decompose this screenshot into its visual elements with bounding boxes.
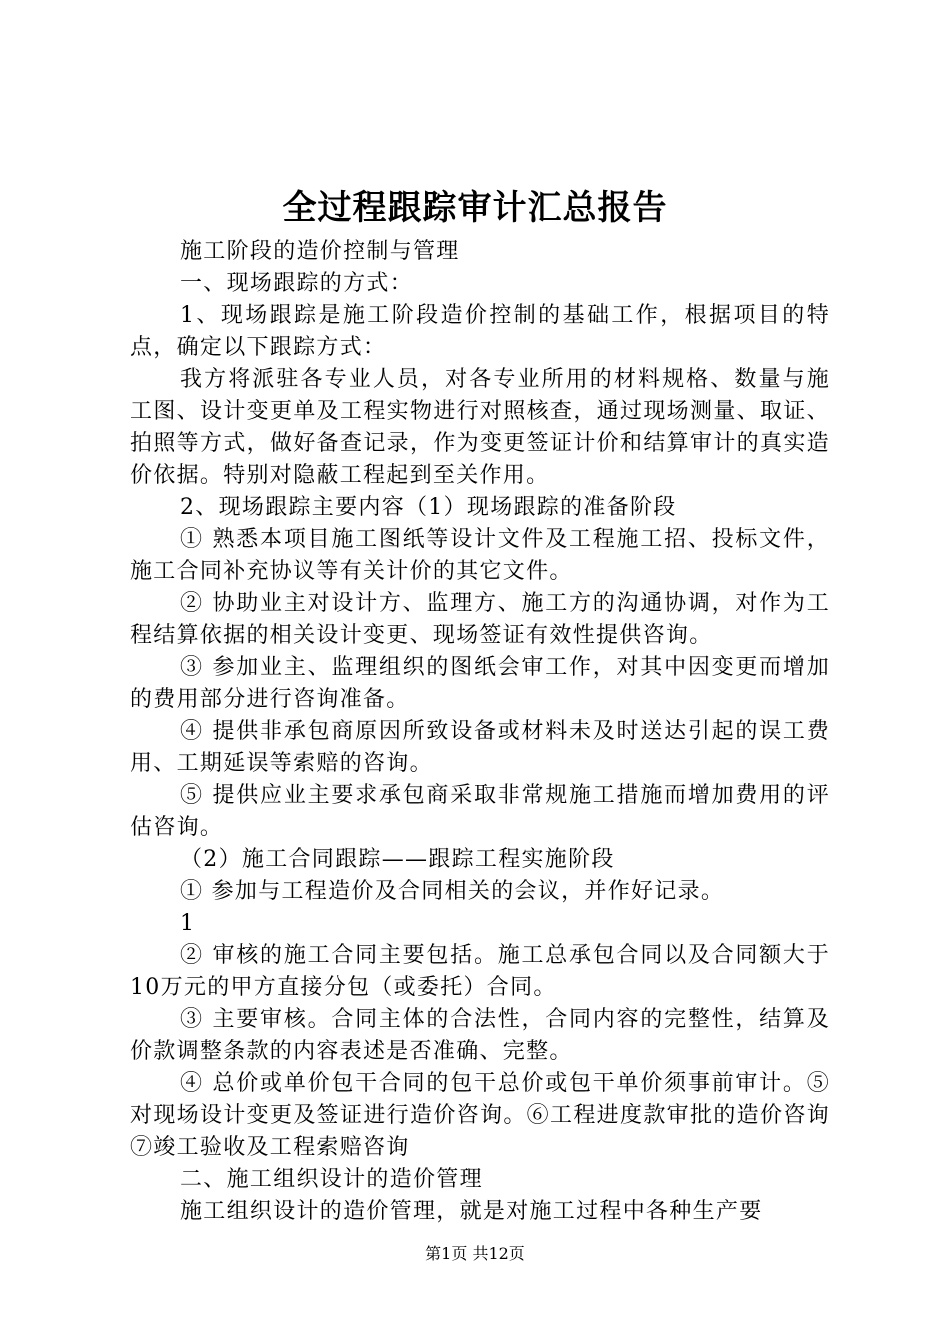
paragraph-stray-number: 1 [180, 911, 196, 936]
paragraph-item-1: 1、现场跟踪是施工阶段造价控制的基础工作，根据项目的特点，确定以下跟踪方式： [130, 303, 830, 360]
paragraph-heading-1: 一、现场跟踪的方式： [180, 271, 414, 296]
list-item: ① 熟悉本项目施工图纸等设计文件及工程施工招、投标文件，施工合同补充协议等有关计价的其它文件。 [130, 527, 830, 584]
list-item: ④ 提供非承包商原因所致设备或材料未及时送达引起的误工费用、工期延误等索赔的咨询。 [130, 719, 830, 776]
document-title: 全过程跟踪审计汇总报告 [282, 188, 668, 228]
paragraph-text: 我方将派驻各专业人员，对各专业所用的材料规格、数量与施工图、设计变更单及工程实物进行对照核查，通过现场测量、取证、拍照等方式，做好备查记录，作为变更签证计价和结算审计的真实造价依据。特别对隐蔽工程起到至关作用。 [130, 367, 830, 488]
paragraph-section-heading: 施工阶段的造价控制与管理 [180, 239, 460, 264]
list-item: ② 审核的施工合同主要包括。施工总承包合同以及合同额大于10万元的甲方直接分包（或委托）合同。 [130, 943, 830, 1000]
paragraph-text: 施工组织设计的造价管理，就是对施工过程中各种生产要 [180, 1199, 763, 1224]
list-item: ② 协助业主对设计方、监理方、施工方的沟通协调，对作为工程结算依据的相关设计变更、现场签证有效性提供咨询。 [130, 591, 830, 648]
paragraph-item-2: 2、现场跟踪主要内容（1）现场跟踪的准备阶段 [180, 495, 677, 520]
paragraph-heading-2: 二、施工组织设计的造价管理 [180, 1167, 483, 1192]
page-footer: 第1页 共12页 [425, 1244, 525, 1263]
list-item: ④ 总价或单价包干合同的包干总价或包干单价须事前审计。⑤对现场设计变更及签证进行造价咨询。⑥工程进度款审批的造价咨询⑦竣工验收及工程索赔咨询 [130, 1071, 830, 1160]
list-item: ③ 主要审核。合同主体的合法性，合同内容的完整性，结算及价款调整条款的内容表述是否准确、完整。 [130, 1007, 830, 1064]
list-item: ⑤ 提供应业主要求承包商采取非常规施工措施而增加费用的评估咨询。 [130, 783, 830, 840]
list-item: ③ 参加业主、监理组织的图纸会审工作，对其中因变更而增加的费用部分进行咨询准备。 [130, 655, 830, 712]
paragraph-subheading: （2）施工合同跟踪——跟踪工程实施阶段 [180, 847, 615, 872]
document-body [130, 236, 830, 1228]
list-item: ① 参加与工程造价及合同相关的会议，并作好记录。 [180, 879, 725, 904]
